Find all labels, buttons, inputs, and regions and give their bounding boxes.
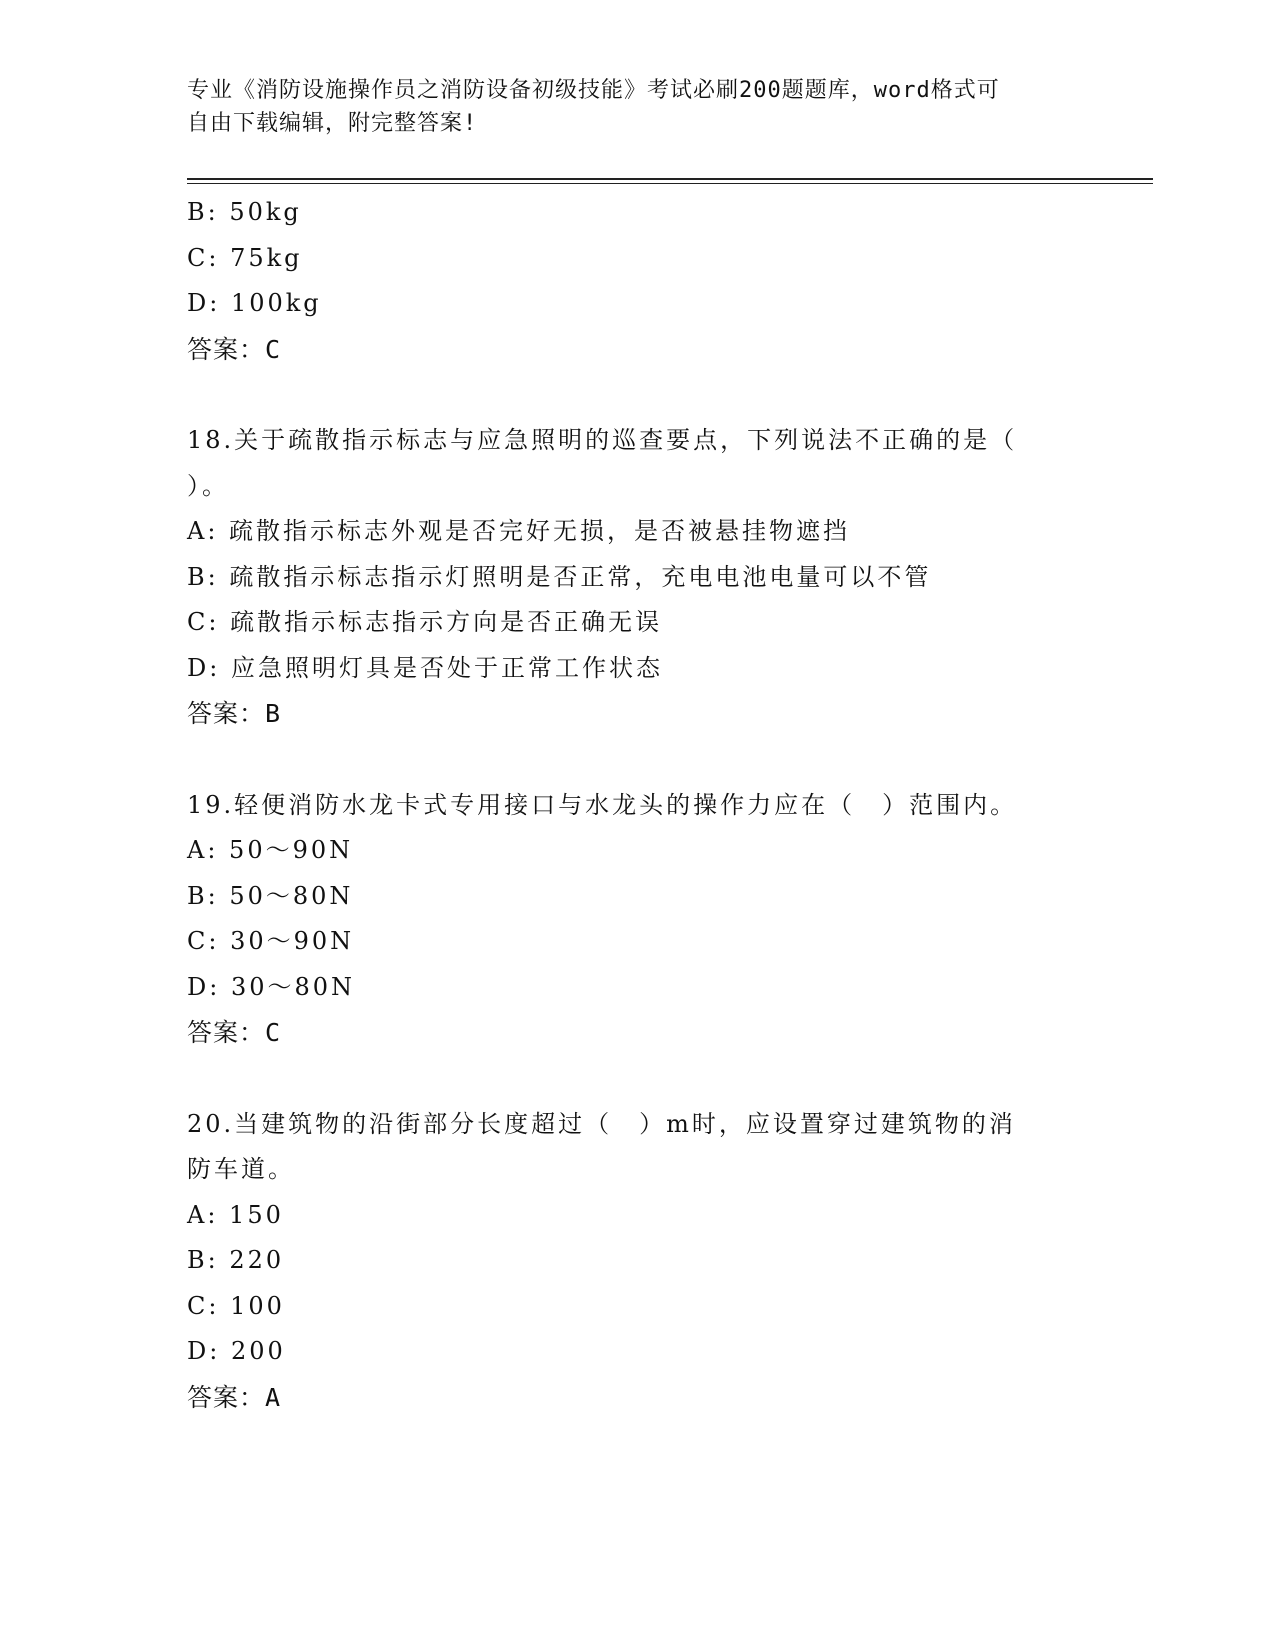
- answer-line: 答案：B: [187, 699, 282, 728]
- header-line-1: 专业《消防设施操作员之消防设备初级技能》考试必刷200题题库，word格式可: [187, 78, 1000, 103]
- option-b: B: 50～80N: [187, 881, 354, 910]
- option-d: D: 200: [187, 1337, 286, 1365]
- option-c: C: 疏散指示标志指示方向是否正确无误: [187, 608, 663, 636]
- header-divider-thick: [187, 178, 1153, 180]
- question-stem-line-2: 防车道。: [187, 1155, 295, 1183]
- question-stem-line-1: 20.当建筑物的沿街部分长度超过（ ）m时，应设置穿过建筑物的消: [187, 1109, 1016, 1138]
- header-line-2: 自由下载编辑，附完整答案!: [187, 111, 478, 136]
- question-20: [187, 1102, 1067, 1421]
- option-b: B: 50kg: [187, 198, 302, 226]
- option-a: A: 50～90N: [187, 836, 354, 864]
- option-c: C: 100: [187, 1291, 285, 1320]
- answer-line: 答案：C: [187, 1018, 282, 1047]
- question-17-tail: [187, 190, 1067, 372]
- option-a: A: 150: [187, 1200, 284, 1229]
- option-d: D: 30～80N: [187, 972, 356, 1001]
- document-header: [187, 74, 1067, 140]
- answer-line: 答案：C: [187, 334, 282, 364]
- question-19: [187, 783, 1067, 1056]
- question-stem-line-1: 19.轻便消防水龙卡式专用接口与水龙头的操作力应在（ ）范围内。: [187, 790, 1018, 819]
- option-b: B: 220: [187, 1246, 285, 1274]
- option-c: C: 75kg: [187, 243, 303, 272]
- answer-line: 答案：A: [187, 1382, 282, 1412]
- option-c: C: 30～90N: [187, 927, 355, 955]
- option-b: B: 疏散指示标志指示灯照明是否正常，充电电池电量可以不管: [187, 562, 932, 591]
- option-d: D: 100kg: [187, 289, 322, 317]
- option-d: D: 应急照明灯具是否处于正常工作状态: [187, 653, 663, 682]
- question-stem-line-1: 18.关于疏散指示标志与应急照明的巡查要点，下列说法不正确的是（: [187, 426, 1018, 454]
- question-18: [187, 418, 1067, 737]
- question-stem-line-2: ）。: [187, 471, 229, 500]
- option-a: A: 疏散指示标志外观是否完好无损，是否被悬挂物遮挡: [187, 517, 851, 545]
- question-list: [187, 190, 1067, 1420]
- header-divider-thin: [187, 183, 1153, 184]
